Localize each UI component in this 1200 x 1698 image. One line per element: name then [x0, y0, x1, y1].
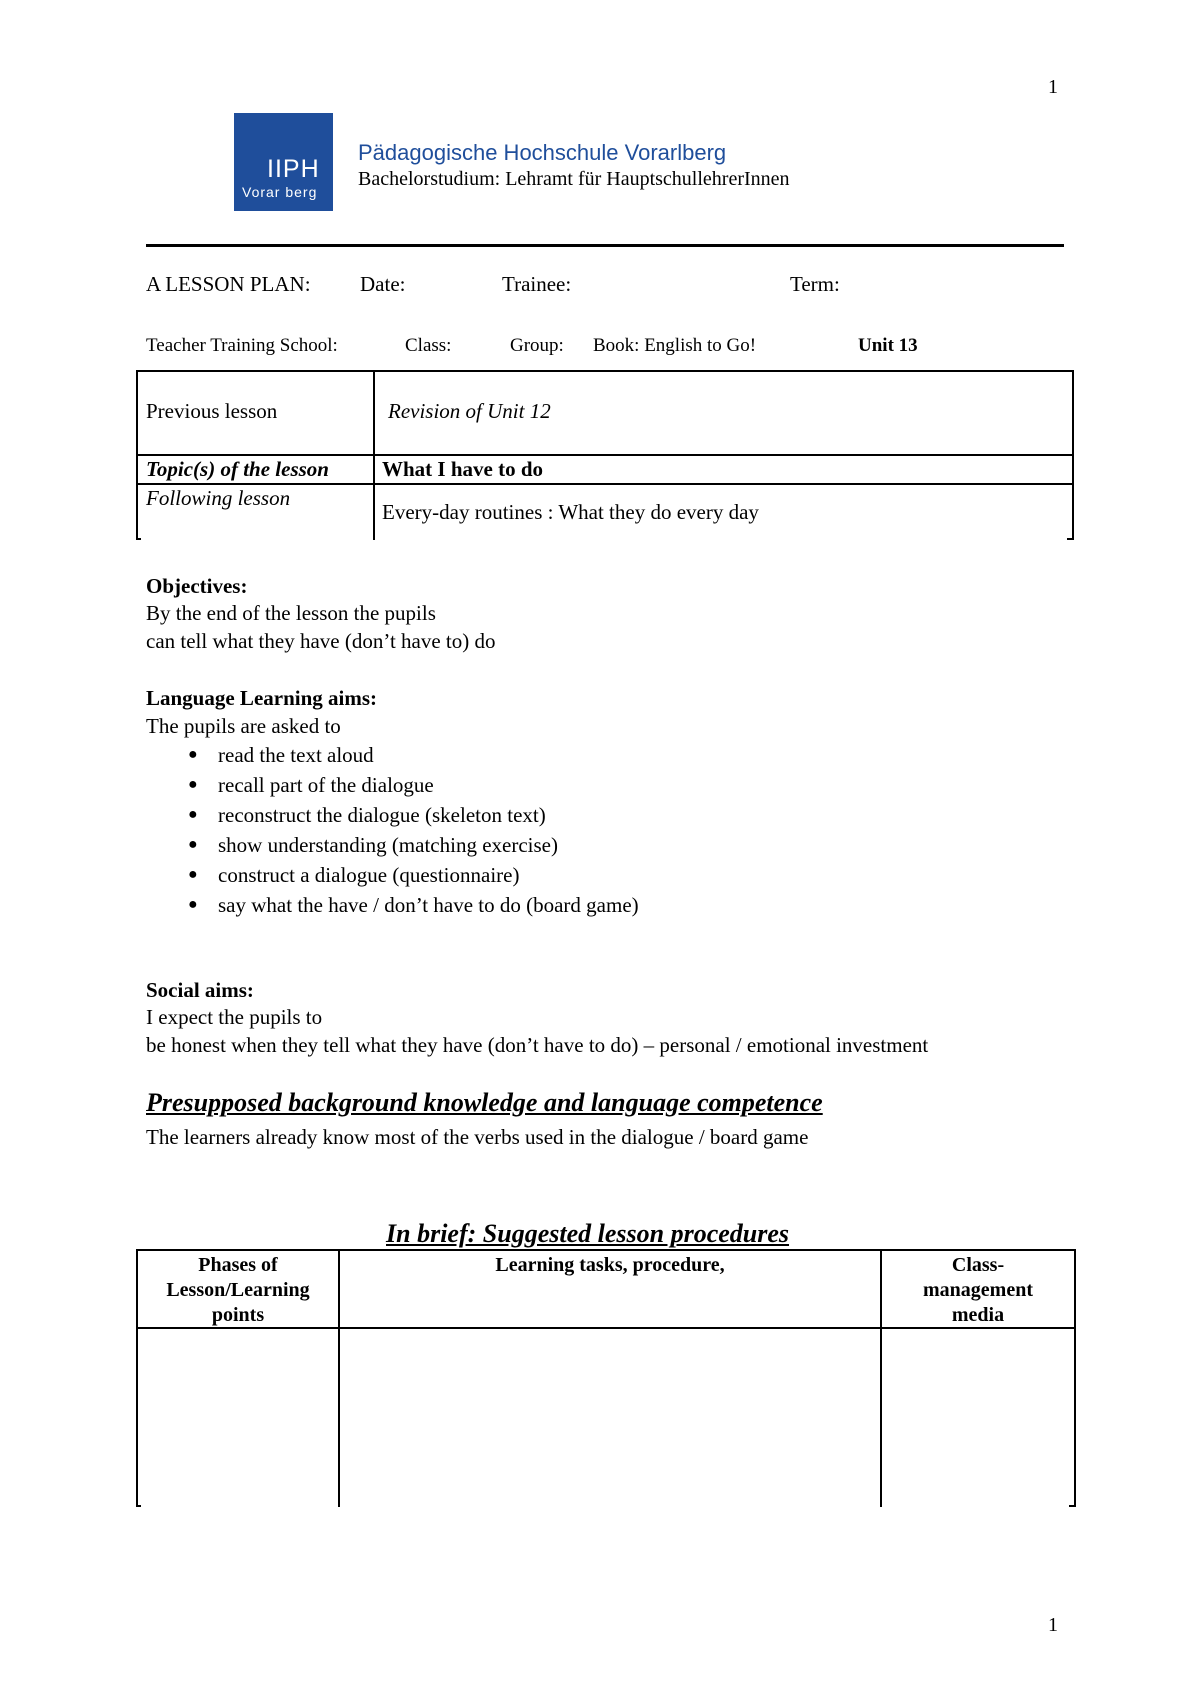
header-divider — [146, 244, 1064, 247]
topic-value: What I have to do — [382, 457, 544, 481]
language-aims-list — [188, 740, 639, 920]
date-label: Date: — [360, 272, 406, 296]
following-lesson-value: Every-day routines : What they do every day — [382, 500, 759, 524]
topic-label: Topic(s) of the lesson — [146, 457, 329, 481]
class-label: Class: — [405, 335, 452, 356]
procedures-col-tasks: Learning tasks, procedure, — [495, 1254, 725, 1276]
language-aims-heading: Language Learning aims: — [146, 686, 378, 710]
institution-name: Pädagogische Hochschule Vorarlberg — [358, 140, 727, 165]
presupposed-text: The learners already know most of the verbs used in the dialogue / board game — [146, 1125, 809, 1149]
institution-logo — [234, 113, 333, 211]
term-label: Term: — [790, 272, 840, 296]
trainee-label: Trainee: — [502, 272, 572, 296]
list-item: ● construct a dialogue (questionnaire) — [188, 863, 520, 887]
lesson-plan-title: A LESSON PLAN: — [146, 272, 311, 296]
list-item: ● recall part of the dialogue — [188, 773, 434, 797]
page-number-bottom: 1 — [1048, 1614, 1058, 1636]
previous-lesson-value: Revision of Unit 12 — [388, 399, 551, 423]
list-item: ● show understanding (matching exercise) — [188, 833, 558, 857]
social-aims-heading: Social aims: — [146, 978, 254, 1002]
presupposed-heading: Presupposed background knowledge and language competence — [146, 1088, 823, 1117]
list-item: ● reconstruct the dialogue (skeleton text) — [188, 803, 546, 827]
objectives-line-1: By the end of the lesson the pupils — [146, 601, 436, 625]
logo-mark: IIPH — [267, 155, 320, 183]
list-item: ● say what the have / don’t have to do (board game) — [188, 893, 639, 917]
objectives-line-2: can tell what they have (don’t have to) do — [146, 629, 496, 653]
previous-lesson-label: Previous lesson — [146, 399, 278, 423]
procedures-col-media: Class- management media — [923, 1254, 1033, 1326]
book-label: Book: English to Go! — [593, 335, 757, 356]
list-item: ● read the text aloud — [188, 743, 374, 767]
social-aims-line-1: I expect the pupils to — [146, 1005, 323, 1029]
objectives-heading: Objectives: — [146, 574, 248, 598]
social-aims-line-2: be honest when they tell what they have (don’t have to do) – personal / emotional investment — [146, 1033, 929, 1057]
procedures-col-phases: Phases of Lesson/Learning points — [166, 1254, 310, 1326]
program-name: Bachelorstudium: Lehramt für HauptschullehrerInnen — [358, 168, 790, 190]
page-number-top: 1 — [1048, 76, 1058, 98]
following-lesson-label: Following lesson — [146, 486, 291, 510]
procedures-heading: In brief: Suggested lesson procedures — [386, 1219, 790, 1248]
group-label: Group: — [510, 335, 564, 356]
language-aims-intro: The pupils are asked to — [146, 714, 341, 738]
logo-subtitle: Vorar berg — [242, 184, 318, 200]
unit-label: Unit 13 — [858, 335, 918, 356]
school-label: Teacher Training School: — [146, 335, 338, 356]
